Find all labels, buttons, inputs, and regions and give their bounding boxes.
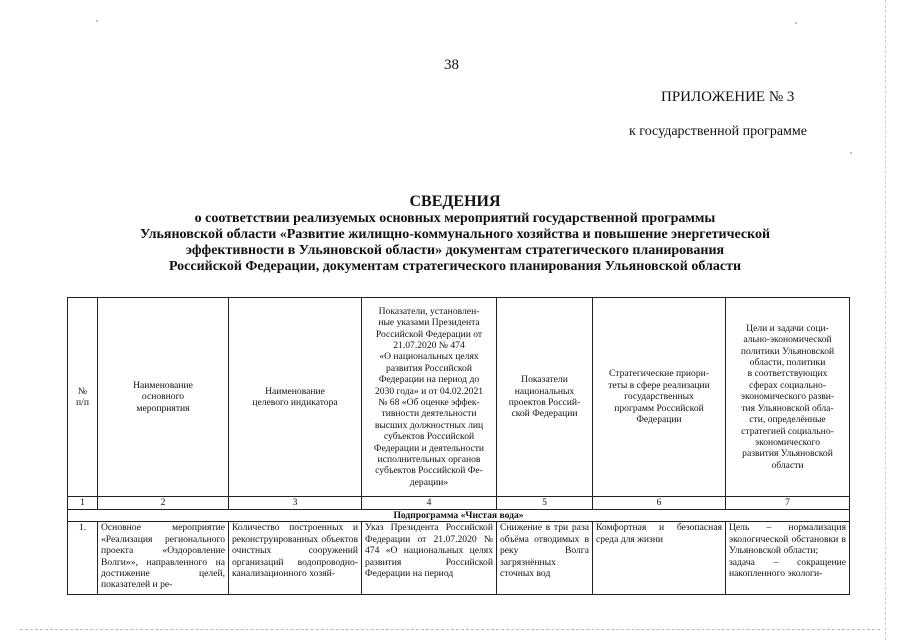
page-number: 38 (444, 57, 459, 73)
scan-speck (795, 22, 797, 24)
compliance-table (67, 297, 850, 595)
title-line: Ульяновской области «Развитие жилищно-коммунального хозяйства и повышение энергетической (139, 227, 771, 242)
header-cell-national (497, 298, 593, 497)
column-number: 3 (229, 497, 362, 510)
document-title (100, 194, 810, 275)
column-number: 5 (497, 497, 593, 510)
subprogram-title: Подпрограмма «Чистая вода» (68, 510, 850, 522)
table-header-row (68, 298, 850, 497)
title-main: СВЕДЕНИЯ (409, 193, 501, 210)
column-number: 6 (593, 497, 726, 510)
header-cell-number (68, 298, 98, 497)
header-text: Цели и задачи соци- ально-экономической политики Ульяновской области, политики в соответствующих сферах социально- экономического разви- тия Ульяновской обла- сти, определённые стратегией социально- экономического развития Ульяновской области (740, 322, 835, 471)
column-number-row (68, 497, 850, 510)
indicator-cell (229, 522, 362, 595)
header-text: Стратегические приори- теты в сфере реализации государственных программ Российской Федерации (608, 368, 710, 426)
column-number: 2 (98, 497, 229, 510)
header-cell-strategic (593, 298, 726, 497)
header-cell-indicator (229, 298, 362, 497)
scan-artifact-line (20, 629, 880, 630)
table-row (68, 522, 850, 595)
column-number: 4 (362, 497, 497, 510)
national-cell (497, 522, 593, 595)
column-number: 1 (68, 497, 98, 510)
cell-text: 1. (78, 522, 87, 534)
scan-edge-line (885, 0, 886, 640)
subprogram-row (68, 510, 850, 522)
header-cell-event (98, 298, 229, 497)
appendix-title: ПРИЛОЖЕНИЕ № 3 (661, 89, 795, 105)
presidential-cell (362, 522, 497, 595)
column-number: 7 (726, 497, 850, 510)
event-cell (98, 522, 229, 595)
cell-text: Цель – нормализация экологической обстановки в Ульяновской области; задача – сокращение накопленного экологи- (729, 522, 846, 580)
scan-speck (96, 20, 98, 22)
strategic-cell (593, 522, 726, 595)
cell-text: Основное мероприятие «Реализация регионального проекта «Оздоровление Волги»», направленного на достижение целей, показателей и ре- (101, 522, 225, 591)
header-text: Наименование целевого индикатора (252, 385, 338, 408)
header-text: № п/п (76, 385, 89, 408)
cell-text: Снижение в три раза объёма отводимых в реку Волга загрязнённых сточных вод (500, 522, 589, 580)
row-number (68, 522, 98, 595)
title-line: эффективности в Ульяновской области» документам стратегического планирования (185, 243, 725, 258)
header-text: Показатели, установлен- ные указами Президента Российской Федерации от 21.07.2020 № 474 «О национальных целях развития Российской Федерации на период до 2030 года» и от 04.02.2021 № 68 «Об оценке эффек- тивности деятельности высших должностных лиц субъектов Российской Федерации и деятельности исполнительных органов субъектов Российской Фе- дерации» (373, 305, 485, 488)
title-line: о соответствии реализуемых основных мероприятий государственной программы (194, 211, 716, 226)
title-line: Российской Федерации, документам стратегического планирования Ульяновской области (168, 259, 742, 274)
cell-text: Количество построенных и реконструированных объектов очистных сооружений организаций водопроводно-канализационного хозяй- (232, 522, 358, 580)
header-text: Показатели национальных проектов Россий- ской Федерации (508, 374, 581, 420)
appendix-subtitle: к государственной программе (629, 124, 807, 139)
scan-speck (850, 152, 852, 154)
header-text: Наименование основного мероприятия (133, 379, 193, 414)
cell-text: Указ Президента Российской Федерации от 21.07.2020 № 474 «О национальных целях развития Российской Федерации на период (365, 522, 493, 580)
cell-text: Комфортная и безопасная среда для жизни (596, 522, 722, 545)
header-cell-presidential (362, 298, 497, 497)
goals-cell (726, 522, 850, 595)
header-cell-goals (726, 298, 850, 497)
